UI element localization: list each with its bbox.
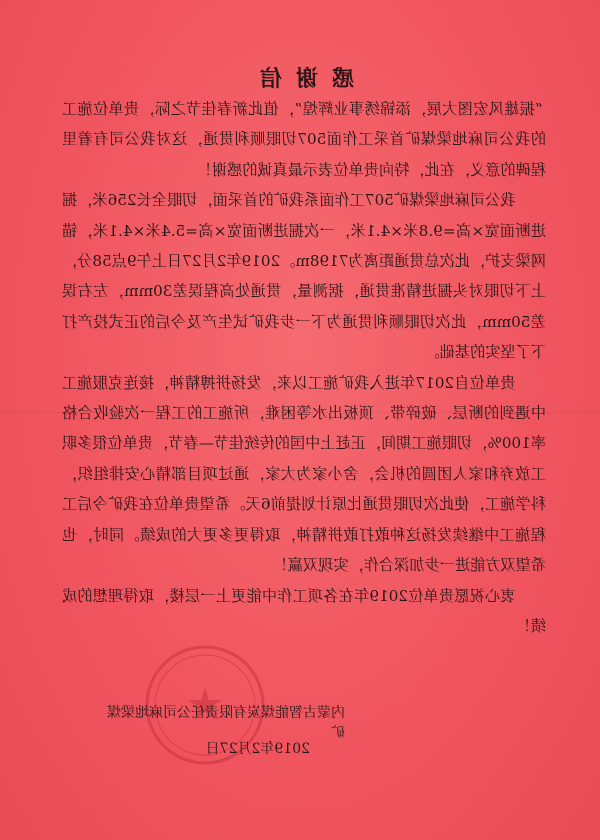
paragraph-1: “振雄风宏图大展，添锦绣事业辉煌”，值此新春佳节之际，贵单位施工的我公司麻地梁煤矿首采工作面507切眼顺利贯通，这对我公司有着里程碑的意义，在此，特向贵单位表示最真诚的感谢！ (62, 100, 546, 179)
letter-body (62, 94, 546, 641)
signature-line: 内蒙古智能煤炭有限责任公司麻地梁煤矿 (107, 705, 345, 741)
letter-title: 感谢信 (246, 66, 355, 92)
date-line: 2019年2月27日 (205, 741, 310, 757)
paragraph-2: 我公司麻地梁煤矿507工作面系我矿的首采面，切眼全长256米，掘进断面宽×高=9.8米×4.1米，一次掘进断面宽×高=5.4米×4.1米，锚网梁支护，此次总贯通距离为7198m。2019年2月27日上午9点58分，上下切眼对头掘进精准贯通，据测量，贯通处高程误差30mm，左右误差50mm，此次切眼顺利贯通为下一步我矿试生产及今后的正式投产打下了坚实的基础。 (62, 191, 546, 362)
paragraph-4: 衷心祝愿贵单位2019年在各项工作中能更上一层楼，取得理想的成绩！ (62, 586, 546, 635)
paragraph-3: 贵单位自2017年进入我矿施工以来，发扬拼搏精神，接连克服施工中遇到的断层、破碎带、顶板出水等困难，所施工的工程一次验收合格率100%，切眼施工期间，正赶上中国的传统佳节—春节，贵单位很多职工放弃和家人团圆的机会，舍小家为大家，通过项目部精心安排组织，科学施工，使此次切眼贯通比原计划提前6天。希望贵单位在我矿今后工程施工中继续发扬这种敢打敢拼精神，取得更多更大的成绩。同时，也希望双方能进一步加深合作，实现双赢！ (62, 373, 546, 575)
